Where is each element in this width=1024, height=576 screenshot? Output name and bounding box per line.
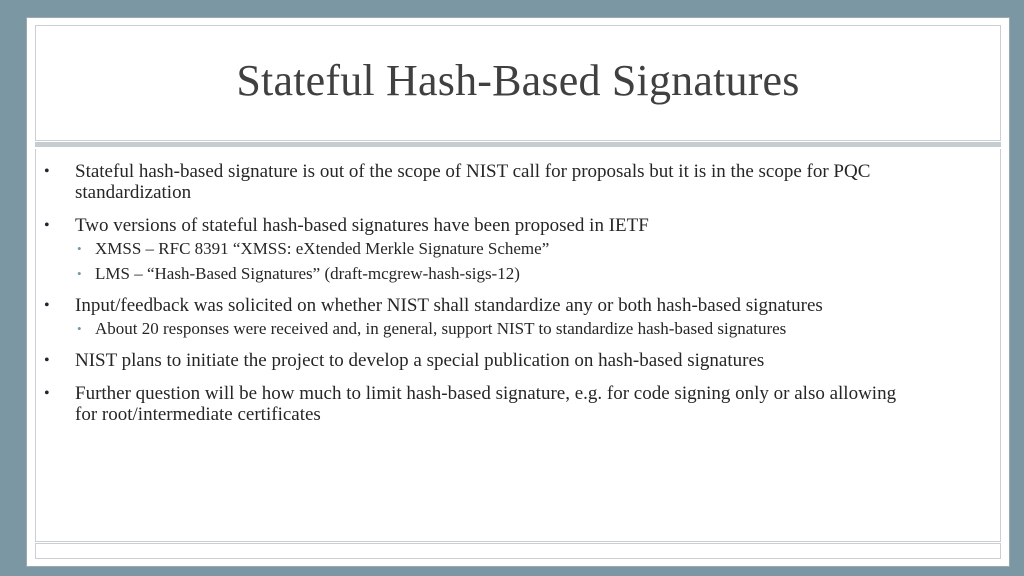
sub-bullet-text: LMS – “Hash-Based Signatures” (draft-mcgrew-hash-sigs-12) — [95, 264, 520, 283]
sub-bullet-text: About 20 responses were received and, in general, support NIST to standardize hash-based signatures — [95, 319, 787, 338]
sub-list-item — [75, 239, 921, 258]
bullet-icon: • — [44, 217, 50, 234]
sub-bullet-icon: • — [77, 321, 82, 336]
bullet-icon: • — [44, 163, 50, 180]
title-frame — [35, 25, 1001, 141]
sub-list-item — [75, 264, 921, 283]
sub-bullet-list — [75, 319, 921, 338]
bullet-text: Input/feedback was solicited on whether NIST shall standardize any or both hash-based signatures — [75, 295, 823, 316]
bullet-text: Further question will be how much to limit hash-based signature, e.g. for code signing only or also allowing for root/intermediate certificates — [75, 383, 897, 425]
sub-bullet-icon: • — [77, 241, 82, 256]
list-item — [41, 350, 921, 371]
bullet-list — [41, 161, 921, 425]
bullet-text: Stateful hash-based signature is out of the scope of NIST call for proposals but it is in the scope for PQC standardization — [75, 161, 871, 203]
list-item — [41, 383, 921, 425]
list-item — [41, 295, 921, 338]
sub-bullet-text: XMSS – RFC 8391 “XMSS: eXtended Merkle Signature Scheme” — [95, 239, 550, 258]
bullet-icon: • — [44, 352, 50, 369]
sub-list-item — [75, 319, 921, 338]
sub-bullet-list — [75, 239, 921, 283]
title-divider-bar — [35, 142, 1001, 147]
bullet-icon: • — [44, 297, 50, 314]
bullet-text: Two versions of stateful hash-based signatures have been proposed in IETF — [75, 215, 649, 236]
sub-bullet-icon: • — [77, 266, 82, 281]
bullet-icon: • — [44, 385, 50, 402]
bullet-text: NIST plans to initiate the project to develop a special publication on hash-based signatures — [75, 350, 765, 371]
list-item — [41, 161, 921, 203]
list-item — [41, 215, 921, 283]
slide-title: Stateful Hash-Based Signatures — [236, 56, 800, 105]
footer-frame — [35, 543, 1001, 559]
slide-content — [41, 161, 921, 437]
